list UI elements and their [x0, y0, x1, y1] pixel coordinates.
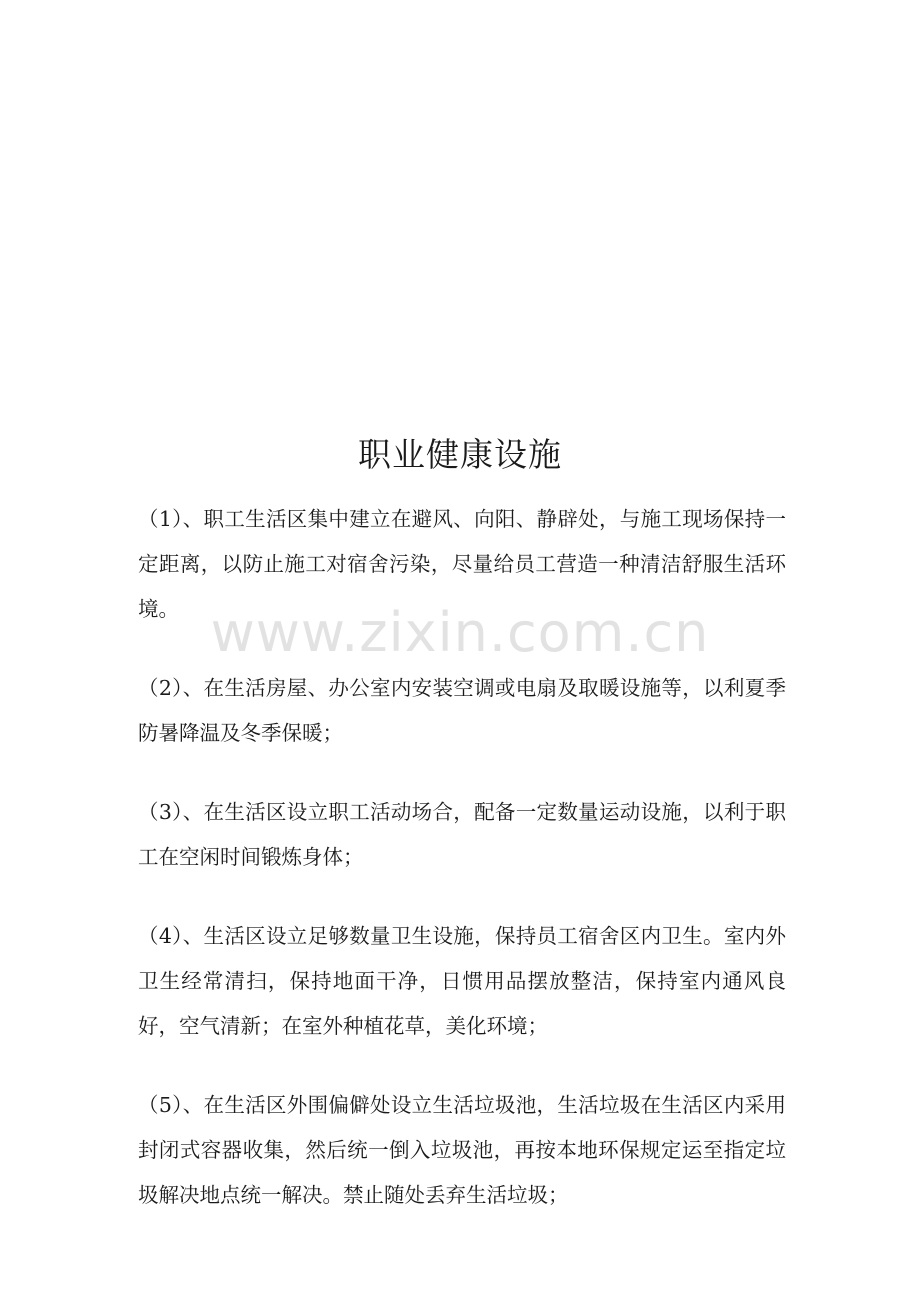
paragraph-5: （5）、在生活区外围偏僻处设立生活垃圾池，生活垃圾在生活区内采用封闭式容器收集，然后统一倒入垃圾池，再按本地环保规定运至指定垃圾解决地点统一解决。禁止随处丢弃生活垃圾；	[138, 1093, 786, 1207]
document-title: 职业健康设施	[358, 435, 562, 474]
document-body	[138, 497, 786, 1252]
paragraph-1: （1）、职工生活区集中建立在避风、向阳、静辟处，与施工现场保持一定距离，以防止施工对宿舍污染，尽量给员工营造一种清洁舒服生活环境。	[138, 507, 786, 621]
paragraph-2: （2）、在生活房屋、办公室内安装空调或电扇及取暖设施等，以利夏季防暑降温及冬季保暖；	[138, 676, 786, 745]
paragraph-4: （4）、生活区设立足够数量卫生设施，保持员工宿舍区内卫生。室内外卫生经常清扫，保持地面干净，日惯用品摆放整洁，保持室内通风良好，空气清新；在室外种植花草，美化环境；	[138, 924, 786, 1038]
watermark: www.zixin.com.cn	[210, 601, 710, 664]
paragraph-3: （3）、在生活区设立职工活动场合，配备一定数量运动设施，以利于职工在空闲时间锻炼身体；	[138, 800, 786, 869]
